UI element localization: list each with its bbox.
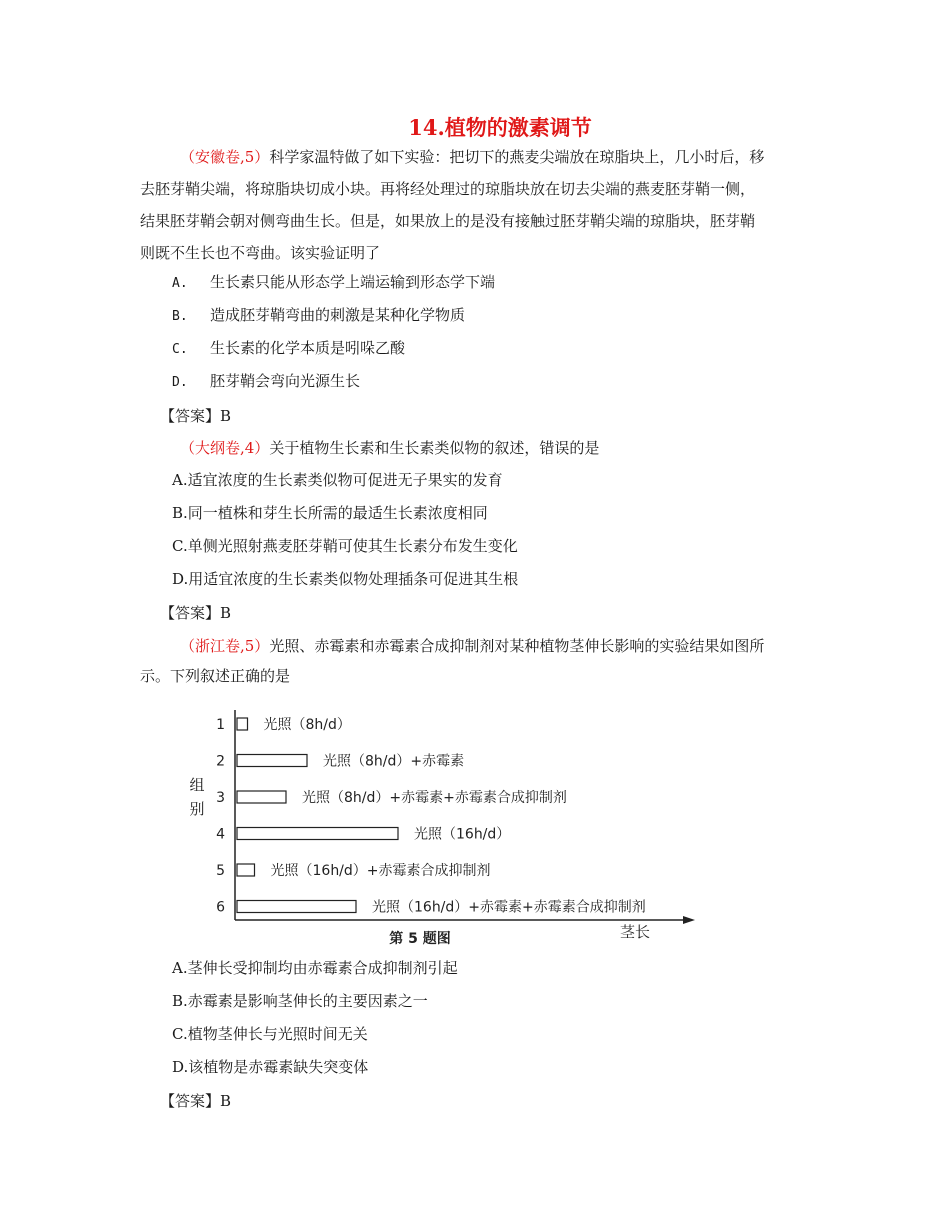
- q2-answer: 【答案】B: [160, 604, 232, 622]
- q1-option-b: B. 造成胚芽鞘弯曲的刺激是某种化学物质: [172, 306, 466, 324]
- category-tick-label: 4: [216, 826, 225, 843]
- stem-length-chart: [180, 700, 710, 950]
- bar: [237, 864, 255, 876]
- bar-label: 光照（16h/d）+赤霉素合成抑制剂: [270, 863, 491, 879]
- q1-stem-4: 则既不生长也不弯曲。该实验证明了: [140, 244, 381, 262]
- q1-source: （安徽卷,5）: [180, 148, 270, 166]
- q3-stem-1: 光照、赤霉素和赤霉素合成抑制剂对某种植物茎伸长影响的实验结果如图所: [269, 637, 765, 655]
- q3-answer: 【答案】B: [160, 1092, 232, 1110]
- q1-line-1: [180, 145, 764, 169]
- y-axis-label-char: 组: [189, 776, 205, 794]
- bar-label: 光照（16h/d）+赤霉素+赤霉素合成抑制剂: [372, 899, 646, 916]
- q3-option-b: B.赤霉素是影响茎伸长的主要因素之一: [172, 992, 428, 1010]
- page-title: 14.植物的激素调节: [408, 115, 592, 140]
- chart-caption: 第 5 题图: [389, 931, 451, 947]
- q1-option-a: A. 生长素只能从形态学上端运输到形态学下端: [172, 273, 496, 291]
- q3-source: （浙江卷,5）: [180, 637, 270, 655]
- bar-label: 光照（8h/d）: [263, 717, 351, 733]
- q2-stem: 关于植物生长素和生长素类似物的叙述，错误的是: [269, 439, 600, 457]
- bar: [237, 828, 398, 840]
- bar: [237, 791, 286, 803]
- x-axis-label: 茎长: [619, 923, 651, 941]
- category-tick-label: 6: [216, 899, 225, 916]
- q2-option-c: C.单侧光照射燕麦胚芽鞘可使其生长素分布发生变化: [172, 537, 518, 555]
- bar-label: 光照（16h/d）: [414, 826, 511, 843]
- q3-option-d: D.该植物是赤霉素缺失突变体: [172, 1058, 369, 1076]
- q2-line-1: [180, 436, 599, 460]
- bar: [237, 901, 356, 913]
- bar: [237, 718, 248, 730]
- category-tick-label: 5: [216, 863, 225, 879]
- q3-option-a: A.茎伸长受抑制均由赤霉素合成抑制剂引起: [172, 959, 458, 977]
- category-tick-label: 3: [216, 790, 225, 806]
- y-axis-label-char: 别: [189, 800, 205, 818]
- q1-stem-2: 去胚芽鞘尖端，将琼脂块切成小块。再将经处理过的琼脂块放在切去尖端的燕麦胚芽鞘一侧，: [140, 180, 756, 198]
- q1-answer: 【答案】B: [160, 407, 232, 425]
- q2-option-b: B.同一植株和芽生长所需的最适生长素浓度相同: [172, 504, 488, 522]
- q1-stem-1: 科学家温特做了如下实验：把切下的燕麦尖端放在琼脂块上，几小时后，移: [269, 148, 765, 166]
- q2-option-a: A.适宜浓度的生长素类似物可促进无子果实的发育: [172, 471, 503, 489]
- q1-option-d: D. 胚芽鞘会弯向光源生长: [172, 372, 361, 390]
- category-tick-label: 1: [216, 717, 225, 733]
- bar-label: 光照（8h/d）+赤霉素+赤霉素合成抑制剂: [302, 790, 567, 806]
- x-axis-arrowhead: [683, 916, 695, 924]
- q1-option-c: C. 生长素的化学本质是吲哚乙酸: [172, 339, 406, 357]
- q3-stem-2: 示。下列叙述正确的是: [140, 667, 291, 685]
- q3-line-1: [180, 634, 764, 658]
- q2-source: （大纲卷,4）: [180, 439, 270, 457]
- bar-label: 光照（8h/d）+赤霉素: [323, 753, 465, 770]
- category-tick-label: 2: [216, 753, 225, 770]
- q2-option-d: D.用适宜浓度的生长素类似物处理插条可促进其生根: [172, 570, 519, 588]
- q3-option-c: C.植物茎伸长与光照时间无关: [172, 1025, 368, 1043]
- bar: [237, 755, 307, 767]
- q1-stem-3: 结果胚芽鞘会朝对侧弯曲生长。但是，如果放上的是没有接触过胚芽鞘尖端的琼脂块，胚芽鞘: [140, 212, 756, 230]
